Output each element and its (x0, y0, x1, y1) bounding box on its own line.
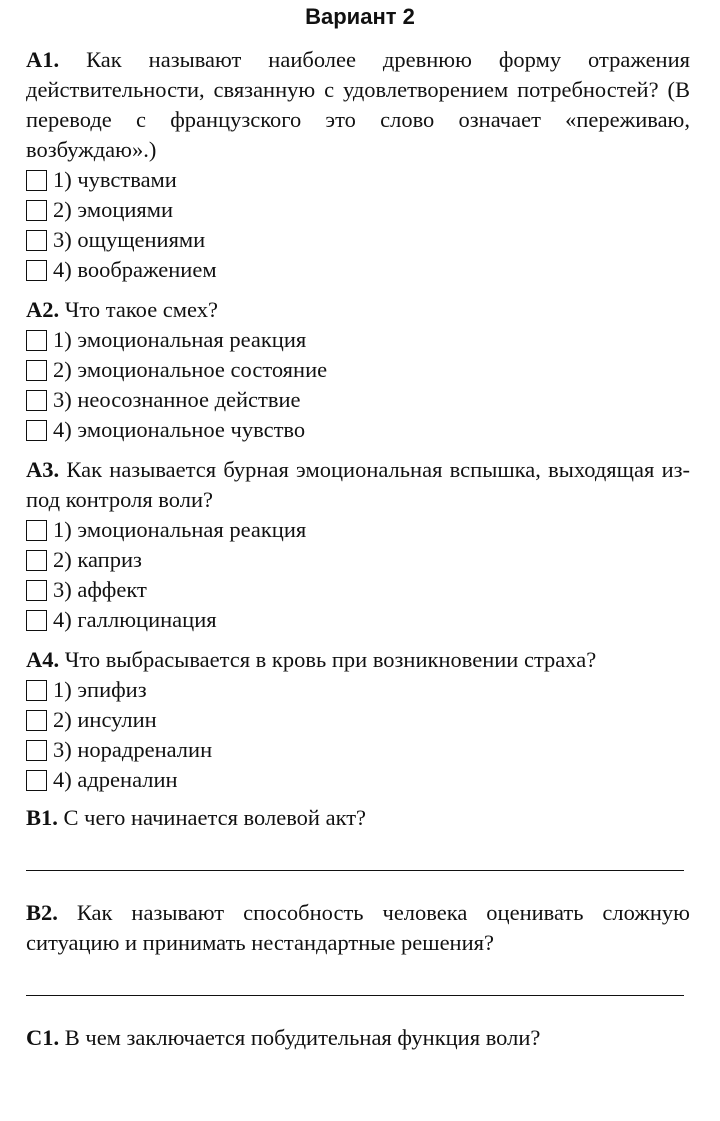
checkbox[interactable] (26, 390, 47, 411)
answer-line[interactable] (26, 870, 684, 871)
answer-option[interactable]: 1) эмоциональная реакция (26, 515, 690, 545)
question-code: В1. (26, 805, 58, 830)
answer-option[interactable]: 4) галлюцинация (26, 605, 690, 635)
question-code: А2. (26, 297, 60, 322)
answer-option[interactable]: 2) каприз (26, 545, 690, 575)
checkbox[interactable] (26, 740, 47, 761)
answer-option[interactable]: 3) неосознанное действие (26, 385, 690, 415)
answer-option[interactable]: 1) эпифиз (26, 675, 690, 705)
checkbox[interactable] (26, 360, 47, 381)
question-b1 (26, 803, 690, 833)
checkbox[interactable] (26, 550, 47, 571)
question-text: С1. В чем заключается побудительная функция воли? (26, 1025, 541, 1050)
answer-option[interactable]: 2) эмоциями (26, 195, 690, 225)
question-text: В1. С чего начинается волевой акт? (26, 805, 367, 830)
answer-option[interactable]: 1) эмоциональная реакция (26, 325, 690, 355)
checkbox[interactable] (26, 230, 47, 251)
question-a1 (26, 45, 690, 285)
checkbox[interactable] (26, 330, 47, 351)
checkbox[interactable] (26, 580, 47, 601)
answer-option[interactable]: 3) ощущениями (26, 225, 690, 255)
answer-option[interactable]: 4) эмоциональное чувство (26, 415, 690, 445)
question-c1 (26, 1023, 690, 1053)
checkbox[interactable] (26, 520, 47, 541)
question-a3 (26, 455, 690, 635)
question-code: А4. (26, 647, 60, 672)
answer-option[interactable]: 2) эмоциональное состояние (26, 355, 690, 385)
answer-option[interactable]: 3) норадреналин (26, 735, 690, 765)
question-text: А2. Что такое смех? (26, 297, 218, 322)
checkbox[interactable] (26, 610, 47, 631)
answer-option[interactable]: 4) воображением (26, 255, 690, 285)
question-code: А1. (26, 47, 60, 72)
question-a4 (26, 645, 690, 795)
question-text: А1. Как называют наиболее древнюю форму отражения действительности, связанную с удовлетворением потребностей? (В переводе с французского это слово означает «переживаю, возбуждаю».) (26, 47, 690, 162)
checkbox[interactable] (26, 200, 47, 221)
question-code: А3. (26, 457, 60, 482)
question-text: В2. Как называют способность человека оценивать сложную ситуацию и принимать нестандартные решения? (26, 900, 690, 955)
page-title: Вариант 2 (305, 4, 415, 29)
answer-option[interactable]: 4) адреналин (26, 765, 690, 795)
answer-line[interactable] (26, 995, 684, 996)
question-a2 (26, 295, 690, 445)
answer-option[interactable]: 2) инсулин (26, 705, 690, 735)
checkbox[interactable] (26, 170, 47, 191)
checkbox[interactable] (26, 420, 47, 441)
checkbox[interactable] (26, 680, 47, 701)
question-b2 (26, 898, 690, 958)
answer-option[interactable]: 1) чувствами (26, 165, 690, 195)
question-code: С1. (26, 1025, 60, 1050)
checkbox[interactable] (26, 710, 47, 731)
question-code: В2. (26, 900, 58, 925)
question-text: А3. Как называется бурная эмоциональная вспышка, выходящая из-под контроля воли? (26, 457, 690, 512)
checkbox[interactable] (26, 770, 47, 791)
checkbox[interactable] (26, 260, 47, 281)
answer-option[interactable]: 3) аффект (26, 575, 690, 605)
question-text: А4. Что выбрасывается в кровь при возникновении страха? (26, 647, 597, 672)
